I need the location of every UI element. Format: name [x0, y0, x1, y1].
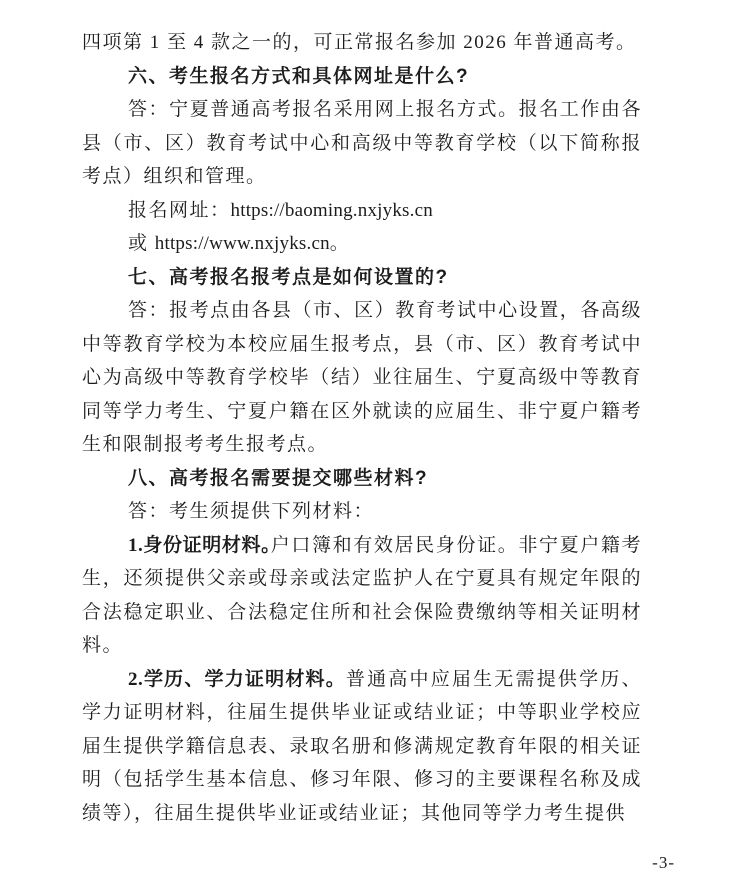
question-6-answer: 答：宁夏普通高考报名采用网上报名方式。报名工作由各县（市、区）教育考试中心和高级中等教育学校（以下简称报考点）组织和管理。	[82, 99, 642, 187]
material-item-education-text: 普通高中应届生无需提供学历、学力证明材料，往届生提供毕业证或结业证；中等职业学校应届生提供学籍信息表、录取名册和修满规定教育年限的相关证明（包括学生基本信息、修习年限、修习的主要课程名称及成绩等），往届生提供毕业证或结业证；其他同等学力考生提供	[82, 668, 642, 824]
question-8-heading: 八、高考报名需要提交哪些材料?	[128, 467, 429, 489]
material-item-education-lead: 2.学历、学力证明材料。	[128, 668, 346, 690]
material-item-identity-lead: 1.身份证明材料。	[128, 534, 281, 556]
material-item-education	[82, 663, 642, 831]
registration-url-label: 报名网址：	[128, 199, 231, 221]
registration-url-alt: https://www.nxjyks.cn	[154, 233, 330, 254]
registration-url-alt-prefix: 或	[128, 233, 155, 254]
registration-url-alt-suffix: 。	[329, 233, 351, 254]
paragraph-intro-continuation: 四项第 1 至 4 款之一的，可正常报名参加 2026 年普通高考。	[82, 32, 637, 53]
registration-url-line	[82, 194, 642, 228]
material-item-identity	[82, 529, 642, 663]
question-7-answer: 答：报考点由各县（市、区）教育考试中心设置，各高级中等教育学校为本校应届生报考点，县（市、区）教育考试中心为高级中等教育学校毕（结）业往届生、宁夏高级中等教育同等学力考生、宁夏户籍在区外就读的应届生、非宁夏户籍考生和限制报考考生报考点。	[82, 300, 642, 455]
page-number: -3-	[652, 853, 675, 872]
question-7-heading: 七、高考报名报考点是如何设置的?	[128, 266, 449, 288]
question-8-answer-intro: 答：考生须提供下列材料：	[128, 501, 375, 522]
registration-url-alt-line	[82, 227, 642, 261]
registration-url-primary: https://baoming.nxjyks.cn	[230, 199, 433, 221]
question-6-heading: 六、考生报名方式和具体网址是什么?	[128, 65, 470, 87]
material-item-identity-text: 户口簿和有效居民身份证。非宁夏户籍考生，还须提供父亲或母亲或法定监护人在宁夏具有规定年限的合法稳定职业、合法稳定住所和社会保险费缴纳等相关证明材料。	[82, 534, 642, 656]
